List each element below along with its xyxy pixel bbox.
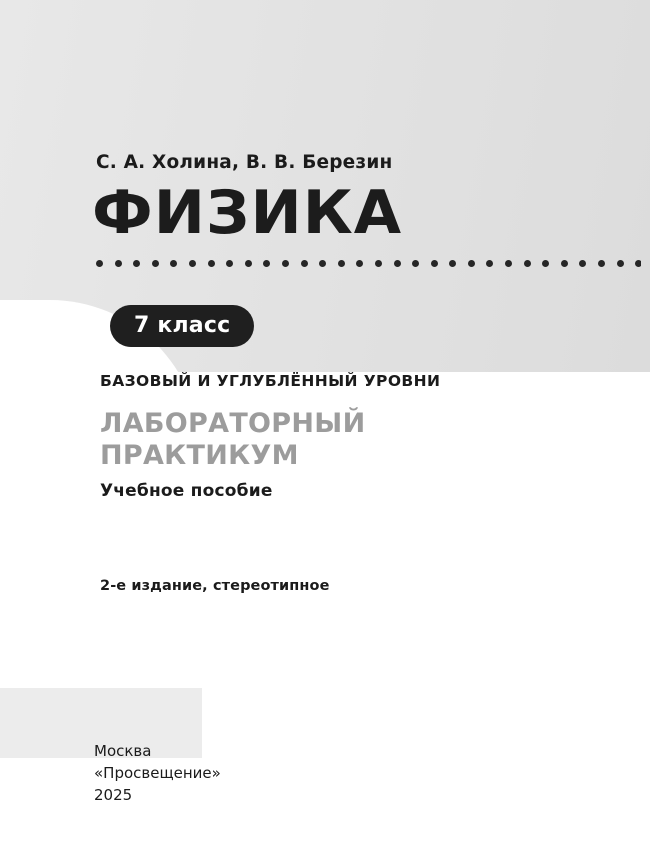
practicum-heading-line1: ЛАБОРАТОРНЫЙ xyxy=(100,408,366,439)
practicum-heading xyxy=(100,408,365,472)
authors-line: С. А. Холина, В. В. Березин xyxy=(96,152,393,173)
divider-dot xyxy=(319,260,326,267)
divider-dot xyxy=(635,260,641,267)
divider-dot xyxy=(152,260,159,267)
divider-dot xyxy=(561,260,568,267)
divider-dot xyxy=(189,260,196,267)
divider-dot xyxy=(226,260,233,267)
divider-dot xyxy=(282,260,289,267)
divider-dot xyxy=(394,260,401,267)
manual-type-label: Учебное пособие xyxy=(100,481,273,501)
divider-dot xyxy=(170,260,177,267)
levels-subtitle: БАЗОВЫЙ И УГЛУБЛЁННЫЙ УРОВНИ xyxy=(100,372,441,390)
practicum-heading-line2: ПРАКТИКУМ xyxy=(100,439,299,471)
divider-dot xyxy=(115,260,122,267)
divider-dot xyxy=(375,260,382,267)
divider-dot xyxy=(542,260,549,267)
divider-dot xyxy=(579,260,586,267)
divider-dot xyxy=(505,260,512,267)
divider-dot xyxy=(486,260,493,267)
divider-dot xyxy=(617,260,624,267)
divider-dot xyxy=(263,260,270,267)
divider-dot xyxy=(133,260,140,267)
dotted-divider xyxy=(96,258,641,268)
divider-dot xyxy=(338,260,345,267)
divider-dot xyxy=(524,260,531,267)
imprint-year: 2025 xyxy=(94,785,133,804)
divider-dot xyxy=(245,260,252,267)
divider-dot xyxy=(449,260,456,267)
divider-dot xyxy=(598,260,605,267)
divider-dot xyxy=(96,260,103,267)
imprint-publisher: «Просвещение» xyxy=(94,763,221,782)
divider-dot xyxy=(356,260,363,267)
divider-dot xyxy=(301,260,308,267)
book-title: ФИЗИКА xyxy=(92,178,403,248)
grade-badge: 7 класс xyxy=(110,305,254,347)
divider-dot xyxy=(412,260,419,267)
divider-dot xyxy=(208,260,215,267)
divider-dot xyxy=(431,260,438,267)
imprint-city: Москва xyxy=(94,742,152,760)
imprint-block xyxy=(94,741,221,806)
edition-note: 2-е издание, стереотипное xyxy=(100,578,330,594)
divider-dot xyxy=(468,260,475,267)
